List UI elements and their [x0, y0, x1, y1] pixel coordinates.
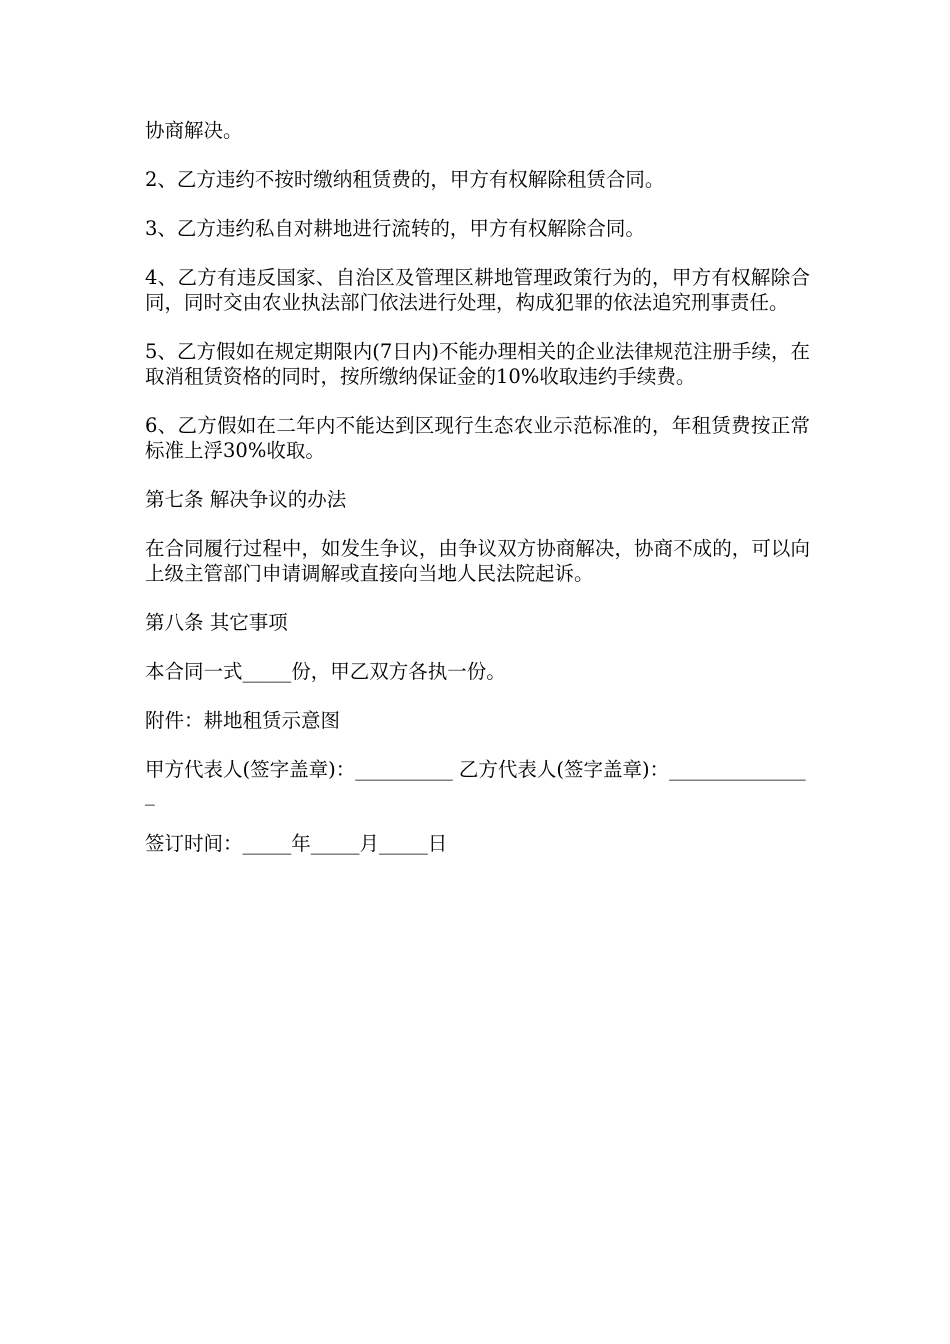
document-page — [145, 118, 810, 880]
article-7-heading: 第七条 解决争议的办法 — [145, 488, 347, 511]
clause-4: 4、乙方有违反国家、自治区及管理区耕地管理政策行为的，甲方有权解除合同，同时交由农业执法部门依法进行处理，构成犯罪的依法追究刑事责任。 — [145, 266, 810, 314]
article-8-heading: 第八条 其它事项 — [145, 611, 288, 634]
signature-line: 甲方代表人(签字盖章)：__________ 乙方代表人(签字盖章)：_______________ — [145, 758, 806, 806]
copies-clause: 本合同一式_____份，甲乙双方各执一份。 — [145, 660, 506, 683]
paragraph-continuation: 协商解决。 — [145, 119, 243, 142]
clause-6: 6、乙方假如在二年内不能达到区现行生态农业示范标准的，年租赁费按正常标准上浮30%收取。 — [145, 414, 810, 462]
clause-2: 2、乙方违约不按时缴纳租赁费的，甲方有权解除租赁合同。 — [145, 168, 665, 191]
article-7-body: 在合同履行过程中，如发生争议，由争议双方协商解决，协商不成的，可以向上级主管部门申请调解或直接向当地人民法院起诉。 — [145, 537, 810, 585]
clause-5: 5、乙方假如在规定期限内(7日内)不能办理相关的企业法律规范注册手续，在取消租赁资格的同时，按所缴纳保证金的10%收取违约手续费。 — [145, 340, 810, 388]
attachment-note: 附件：耕地租赁示意图 — [145, 709, 341, 732]
signing-date: 签订时间：_____年_____月_____日 — [145, 832, 448, 855]
clause-3: 3、乙方违约私自对耕地进行流转的，甲方有权解除合同。 — [145, 217, 645, 240]
